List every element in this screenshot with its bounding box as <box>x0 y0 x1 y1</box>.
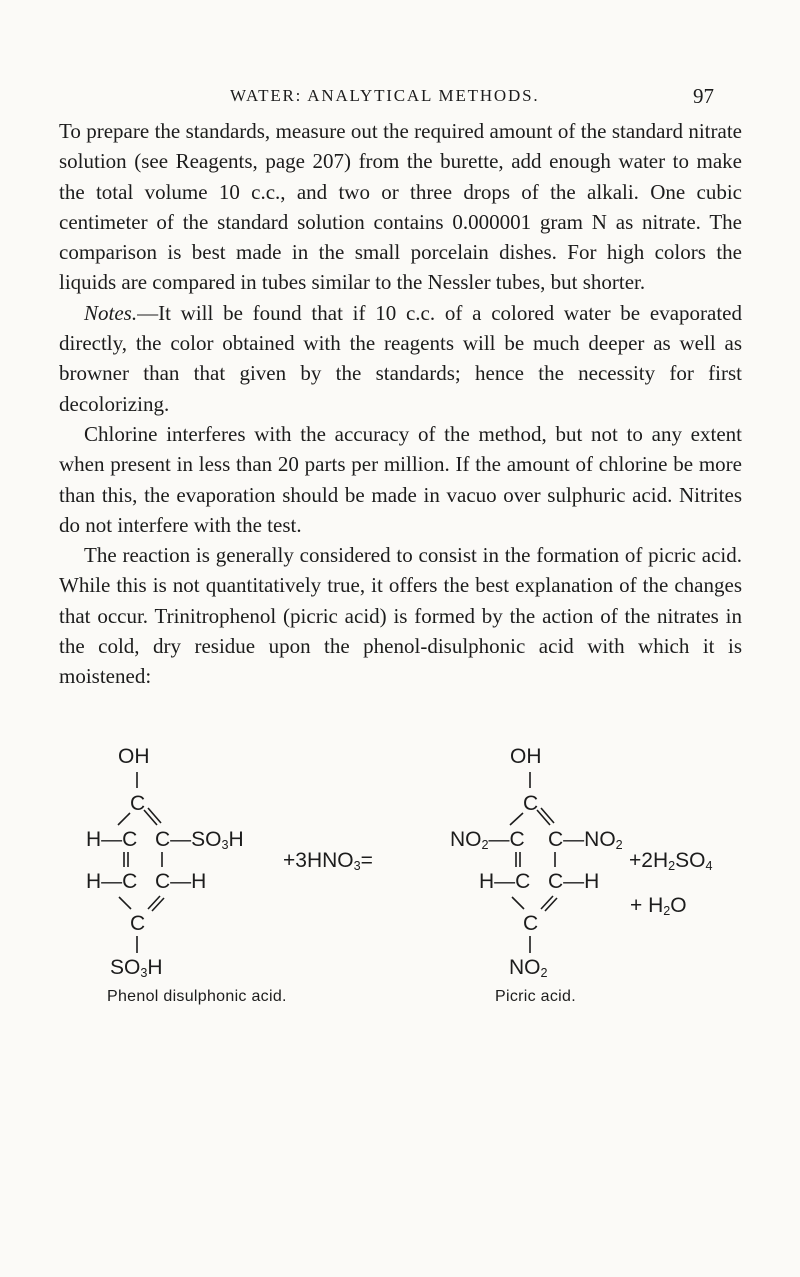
paragraph-reaction: The reaction is generally considered to consist in the formation of picric acid. While this is not quantitatively true, it offers the best explanation of the changes that occur. Trinitrophenol (picric acid) is formed by the action of the nitrates in the cold, dry residue upon the phenol-disulphonic acid with which it is moistened: <box>59 543 742 689</box>
left-c-bottom: C <box>130 912 146 935</box>
paragraph-standards: To prepare the standards, measure out the required amount of the standard nitrate solution (see Reagents, page 207) from the burette, add enough water to make the total volume 10 c.c., and two or three drops of the alkali. One cubic centimeter of the standard solution contains 0.000001 gram N as nitrate. The comparison is best made in the small porcelain dishes. For high colors the liquids are compared in tubes similar to the Nessler tubes, but shorter. <box>59 119 742 295</box>
bond-right-top-right-2 <box>541 808 554 823</box>
bond-left-top-right-2 <box>148 808 161 823</box>
bond-left-bottom-right-2 <box>152 898 164 911</box>
left-c-top: C <box>130 792 146 815</box>
bond-left-bottom-right-1 <box>148 896 160 909</box>
caption-phenol-disulphonic-acid: Phenol disulphonic acid. <box>107 988 287 1005</box>
left-ch-lower: C—H <box>155 870 207 893</box>
running-title: WATER: ANALYTICAL METHODS. <box>230 86 540 105</box>
right-c-bottom: C <box>523 912 539 935</box>
bond-right-bottom-right-2 <box>545 898 557 911</box>
caption-picric-acid: Picric acid. <box>495 988 576 1005</box>
bond-right-bottom-left <box>512 897 524 909</box>
bond-right-top-right-1 <box>537 810 550 825</box>
right-c-no2-upper: $C—NO_2$ <box>548 828 623 853</box>
product-h2o: + $H_2O$ <box>630 894 687 919</box>
bond-left-top-right-1 <box>144 810 157 825</box>
right-hc-lower: H—C <box>479 870 531 893</box>
right-oh: OH <box>510 745 542 768</box>
bond-right-bottom-right-1 <box>541 896 553 909</box>
right-no2-c-upper: $NO_2—C$ <box>450 828 525 853</box>
left-hc-upper: H—C <box>86 828 138 851</box>
notes-text: —It will be found that if 10 c.c. of a colored water be evaporated directly, the color obtained with the reagents will be much deeper as well as browner than that given by the standards; hence the necessity for first decolorizing. <box>59 300 742 416</box>
notes-label: Notes. <box>84 300 138 325</box>
left-c-so3h: $C—SO_3H$ <box>155 828 244 853</box>
bond-right-top-left <box>510 813 523 825</box>
paragraph-chlorine: Chlorine interferes with the accuracy of the method, but not to any extent when present in less than 20 parts per million. If the amount of chlorine be more than this, the evaporation should be made in vacuo over sulphuric acid. Nitrites do not interfere with the test. <box>59 421 742 537</box>
right-c-top: C <box>523 792 539 815</box>
right-no2-bottom: $NO_2$ <box>509 956 548 981</box>
bond-left-top-left <box>118 813 130 825</box>
left-oh: OH <box>118 745 150 768</box>
bond-left-bottom-left <box>119 897 131 909</box>
left-hc-lower: H—C <box>86 870 138 893</box>
reagent-hno3: $+3HNO_3=$ <box>283 849 373 874</box>
page-number: 97 <box>693 84 714 108</box>
right-ch-lower: C—H <box>548 870 600 893</box>
left-so3h-bottom: $SO_3H$ <box>110 956 163 981</box>
product-h2so4: $+2H_2SO_4$ <box>629 849 713 874</box>
